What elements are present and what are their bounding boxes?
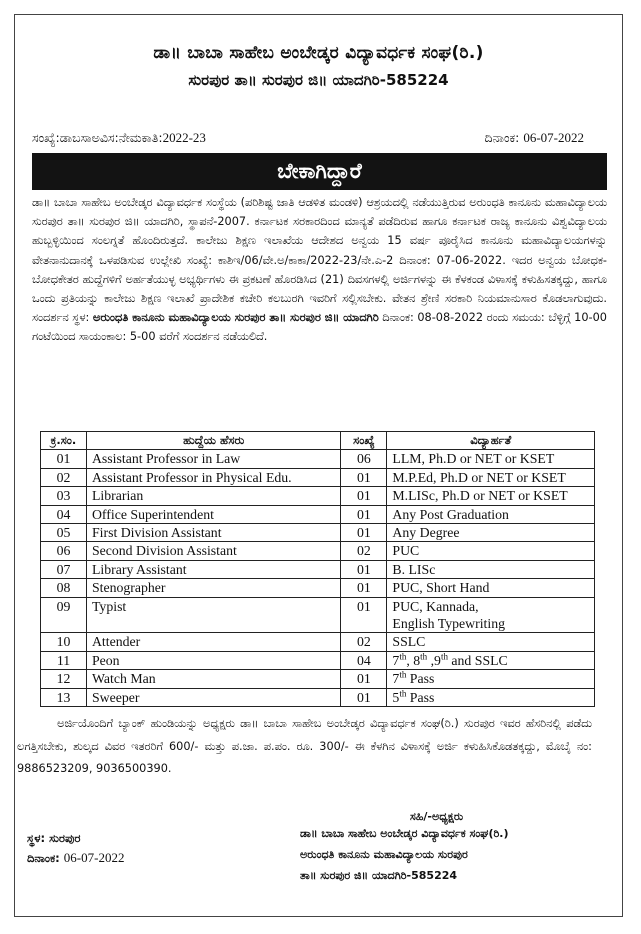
- footer-date-value: 06-07-2022: [63, 850, 125, 865]
- row-qualification: PUC: [387, 542, 595, 560]
- row-post: Sweeper: [86, 688, 340, 706]
- row-count: 02: [341, 542, 387, 560]
- row-serial: 02: [41, 468, 87, 486]
- row-count: 01: [341, 670, 387, 688]
- row-qualification: M.LISc, Ph.D or NET or KSET: [387, 487, 595, 505]
- row-count: 01: [341, 468, 387, 486]
- qual-sup: th: [440, 651, 448, 662]
- org-name: ಡಾ॥ ಬಾಬಾ ಸಾಹೇಬ ಅಂಬೇಡ್ಕರ ವಿದ್ಯಾವರ್ಧಕ ಸಂಘ(ರಿ.): [153, 43, 484, 63]
- row-count: 01: [341, 560, 387, 578]
- table-row: [41, 688, 595, 706]
- posts-table: [40, 431, 595, 707]
- table-header-row: [41, 432, 595, 450]
- row-qualification: M.P.Ed, Ph.D or NET or KSET: [387, 468, 595, 486]
- qual-part: 7: [392, 652, 400, 668]
- row-post: Office Superintendent: [86, 505, 340, 523]
- table-row: [41, 651, 595, 669]
- row-count: 06: [341, 450, 387, 468]
- row-post: Assistant Professor in Physical Edu.: [86, 468, 340, 486]
- issue-date: [485, 130, 584, 146]
- table-row: [41, 670, 595, 688]
- qual-sup: th: [420, 651, 428, 662]
- row-count: 01: [341, 505, 387, 523]
- org-address: ಸುರಪುರ ತಾ॥ ಸುರಪುರ ಜಿ॥ ಯಾದಗಿರಿ-585224: [188, 71, 449, 89]
- wanted-banner: [32, 153, 607, 190]
- reference-value: 2022-23: [162, 130, 206, 145]
- table-row: [41, 505, 595, 523]
- row-post: Library Assistant: [86, 560, 340, 578]
- row-serial: 12: [41, 670, 87, 688]
- row-serial: 10: [41, 633, 87, 651]
- row-qualification: [387, 688, 595, 706]
- row-post: Second Division Assistant: [86, 542, 340, 560]
- table-row: [41, 633, 595, 651]
- header-qualification: ವಿದ್ಯಾರ್ಹತೆ: [387, 432, 595, 450]
- signature-line-3: ತಾ॥ ಸುರಪುರ ಜಿ॥ ಯಾದಗಿರಿ-585224: [300, 869, 458, 882]
- row-serial: 08: [41, 579, 87, 597]
- row-qualification: B. LISc: [387, 560, 595, 578]
- qual-part: ,9: [427, 652, 441, 668]
- fee-text: ಅರ್ಜಿಯೊಂದಿಗೆ ಬ್ಯಾಂಕ್ ಹುಂಡಿಯನ್ನು ಅಧ್ಯಕ್ಷರು ಡಾ॥ ಬಾಬಾ ಸಾಹೇಬ ಅಂಬೇಡ್ಕರ ವಿದ್ಯಾವರ್ಧಕ ಸಂಘ(ರಿ.) ಸುರಪುರ ಇವರ ಹೆಸರಿನಲ್ಲಿ ಪಡೆದು ಲಗತ್ತಿಸಬೇಕು, ಶುಲ್ಕದ ವಿವರ ಇತರರಿಗೆ 600/- ಮತ್ತು ಪ.ಜಾ. ಪ.ಪಂ. ರೂ. 300/- ಈ ಕೆಳಗಿನ ವಿಳಾಸಕ್ಕೆ ಅರ್ಜಿ ಕಳುಹಿಸಿಕೊಡತಕ್ಕದ್ದು, ಮೊಬೈ ನಂ: 9886523209, 9036500390.: [17, 717, 592, 775]
- reference-label: ಸಂಖ್ಯೆ:ಡಾಬಸಾಅವಿಸ:ನೇಮಕಾತಿ:: [32, 130, 163, 145]
- row-post: Librarian: [86, 487, 340, 505]
- row-serial: 03: [41, 487, 87, 505]
- table-row: [41, 468, 595, 486]
- row-qualification: [387, 670, 595, 688]
- qual-part: Pass: [406, 671, 435, 687]
- row-serial: 04: [41, 505, 87, 523]
- row-post: Attender: [86, 633, 340, 651]
- qual-part: 7: [392, 671, 400, 687]
- interview-place: ಅರುಂಧತಿ ಕಾನೂನು ಮಹಾವಿದ್ಯಾಲಯ ಸುರಪುರ ತಾ॥ ಸುರಪುರ ಜಿ॥ ಯಾದಗಿರಿ: [92, 311, 379, 325]
- notice-body: [32, 193, 607, 347]
- signature-line-2: ಅರುಂಧತಿ ಕಾನೂನು ಮಹಾವಿದ್ಯಾಲಯ ಸುರಪುರ: [300, 848, 468, 861]
- qual-sup: th: [399, 669, 407, 680]
- row-qualification: [387, 651, 595, 669]
- issue-date-value: 06-07-2022: [523, 130, 584, 145]
- qual-sup: th: [399, 688, 407, 699]
- qual-sup: th: [399, 651, 407, 662]
- row-post: Typist: [86, 597, 340, 633]
- table-row: [41, 560, 595, 578]
- reference-number: [32, 130, 206, 146]
- row-serial: 07: [41, 560, 87, 578]
- row-count: 01: [341, 579, 387, 597]
- qual-part: , 8: [406, 652, 421, 668]
- qual-part: 5: [392, 689, 400, 705]
- row-serial: 01: [41, 450, 87, 468]
- header-serial: ಕ್ರ.ಸಂ.: [41, 432, 87, 450]
- header-post: ಹುದ್ದೆಯ ಹೆಸರು: [86, 432, 340, 450]
- row-count: 02: [341, 633, 387, 651]
- place-label: ಸ್ಥಳ: ಸುರಪುರ: [27, 831, 81, 845]
- fee-paragraph: [17, 713, 592, 781]
- row-post: Peon: [86, 651, 340, 669]
- body-part-1: ಡಾ॥ ಬಾಬಾ ಸಾಹೇಬ ಅಂಬೇಡ್ಕರ ವಿದ್ಯಾವರ್ಧಕ ಸಂಸ್ಥೆಯ (ಪರಿಶಿಷ್ಟ ಜಾತಿ ಆಡಳಿತ ಮಂಡಳಿ) ಆಶ್ರಯದಲ್ಲಿ ನಡೆಯುತ್ತಿರುವ ಅರುಂಧತಿ ಕಾನೂನು ಮಹಾವಿದ್ಯಾಲಯ ಸುರಪುರ ತಾ॥ ಸುರಪುರ ಜಿ॥ ಯಾದಗಿರಿ, ಸ್ಥಾಪನೆ-2007. ಕರ್ನಾಟಕ ಸರಕಾರದಿಂದ ಮಾನ್ಯತೆ ಪಡೆದಿರುವ ಹಾಗೂ ಕರ್ನಾಟಕ ರಾಜ್ಯ ಕಾನೂನು ವಿಶ್ವವಿದ್ಯಾಲಯ ಹುಬ್ಬಳ್ಳಿಯಿಂದ ಸಂಲಗ್ನತೆ ಹೊಂದಿರುತ್ತದೆ. ಕಾಲೇಜು ಶಿಕ್ಷಣ ಇಲಾಖೆಯ ಆದೇಶದ ಅನ್ವಯ 15 ವರ್ಷ ಪೂರೈಸಿದ ಕಾನೂನು ಮಹಾವಿದ್ಯಾಲಯಗಳನ್ನು ವೇತನಾನುದಾನಕ್ಕೆ ಒಳಪಡಿಸುವ ಉಲ್ಲೇಖಿ ಸಂಖ್ಯೆ: ಕಾಶಿಇ/06/ವೇ.ಅ/ಕಾಕಾ/2022-23/ನೇ.ಎ-2 ದಿನಾಂಕ: 07-06-2022. ಇದರ ಅನ್ವಯ ಬೋಧಕ-ಬೋಧಕೇತರ ಹುದ್ದೆಗಳಿಗೆ ಅರ್ಹತೆಯುಳ್ಳ ಅಭ್ಯರ್ಥಿಗಳು ಈ ಪ್ರಕಟಣೆ ಹೊರಡಿಸಿದ (21) ದಿವಸಗಳಲ್ಲಿ ಅರ್ಜಿಗಳನ್ನು ಈ ಕೆಳಕಂಡ ವಿಳಾಸಕ್ಕೆ ಕಳುಹಿಸತಕ್ಕದ್ದು, ಹಾಗೂ ಒಂದು ಪ್ರತಿಯನ್ನು ಕಾಲೇಜು ಶಿಕ್ಷಣ ಇಲಾಖೆ ಪ್ರಾದೇಶಿಕ ಕಚೇರಿ ಕಲಬುರಗಿ ಇವರಿಗೆ ಸಲ್ಲಿಸಬೇಕು. ವೇತನ ಶ್ರೇಣಿ ಸರಕಾರಿ ನಿಯಮಾನುಸಾರ ಕೊಡಲಾಗುವುದು. ಸಂದರ್ಶನ ಸ್ಥಳ:: [32, 196, 607, 325]
- row-serial: 11: [41, 651, 87, 669]
- row-qualification: Any Degree: [387, 524, 595, 542]
- row-count: 04: [341, 651, 387, 669]
- row-qualification: SSLC: [387, 633, 595, 651]
- row-serial: 05: [41, 524, 87, 542]
- footer-date-label: ದಿನಾಂಕ:: [27, 851, 60, 865]
- row-post: Assistant Professor in Law: [86, 450, 340, 468]
- row-qualification: LLM, Ph.D or NET or KSET: [387, 450, 595, 468]
- footer-date: [27, 850, 124, 866]
- row-post: First Division Assistant: [86, 524, 340, 542]
- body-part-2: ದಿನಾಂಕ: 08-08-2022 ರಂದು ಸಮಯ: ಬೆಳ್ಳಿಗ್ಗೆ 10-00 ಗಂಟೆಯಿಂದ ಸಾಯಂಕಾಲ: 5-00 ವರೆಗೆ ಸಂದರ್ಶನ ನಡೆಯಲಿದೆ.: [32, 311, 607, 344]
- table-row: [41, 524, 595, 542]
- row-count: 01: [341, 597, 387, 633]
- row-count: 01: [341, 688, 387, 706]
- signature-title: ಸಹಿ/-ಅಧ್ಯಕ್ಷರು: [410, 810, 464, 823]
- row-qualification: Any Post Graduation: [387, 505, 595, 523]
- row-qualification: PUC, Short Hand: [387, 579, 595, 597]
- table-row: [41, 579, 595, 597]
- banner-title: ಬೇಕಾಗಿದ್ದಾರೆ: [277, 159, 362, 183]
- table-row: [41, 487, 595, 505]
- table-row: [41, 597, 595, 633]
- row-post: Watch Man: [86, 670, 340, 688]
- row-count: 01: [341, 524, 387, 542]
- row-count: 01: [341, 487, 387, 505]
- signature-line-1: ಡಾ॥ ಬಾಬಾ ಸಾಹೇಬ ಅಂಬೇಡ್ಕರ ವಿದ್ಯಾವರ್ಧಕ ಸಂಘ(ರಿ.): [300, 827, 509, 840]
- qual-part: Pass: [406, 689, 435, 705]
- row-qualification: [387, 597, 595, 633]
- row-serial: 09: [41, 597, 87, 633]
- row-serial: 06: [41, 542, 87, 560]
- table-row: [41, 450, 595, 468]
- header-count: ಸಂಖ್ಯೆ: [341, 432, 387, 450]
- qual-part: and SSLC: [447, 652, 508, 668]
- row-serial: 13: [41, 688, 87, 706]
- qualification-line-2: English Typewriting: [392, 616, 506, 632]
- issue-date-label: ದಿನಾಂಕ:: [484, 130, 520, 145]
- table-row: [41, 542, 595, 560]
- qualification-line-1: PUC, Kannada,: [392, 598, 479, 614]
- row-post: Stenographer: [86, 579, 340, 597]
